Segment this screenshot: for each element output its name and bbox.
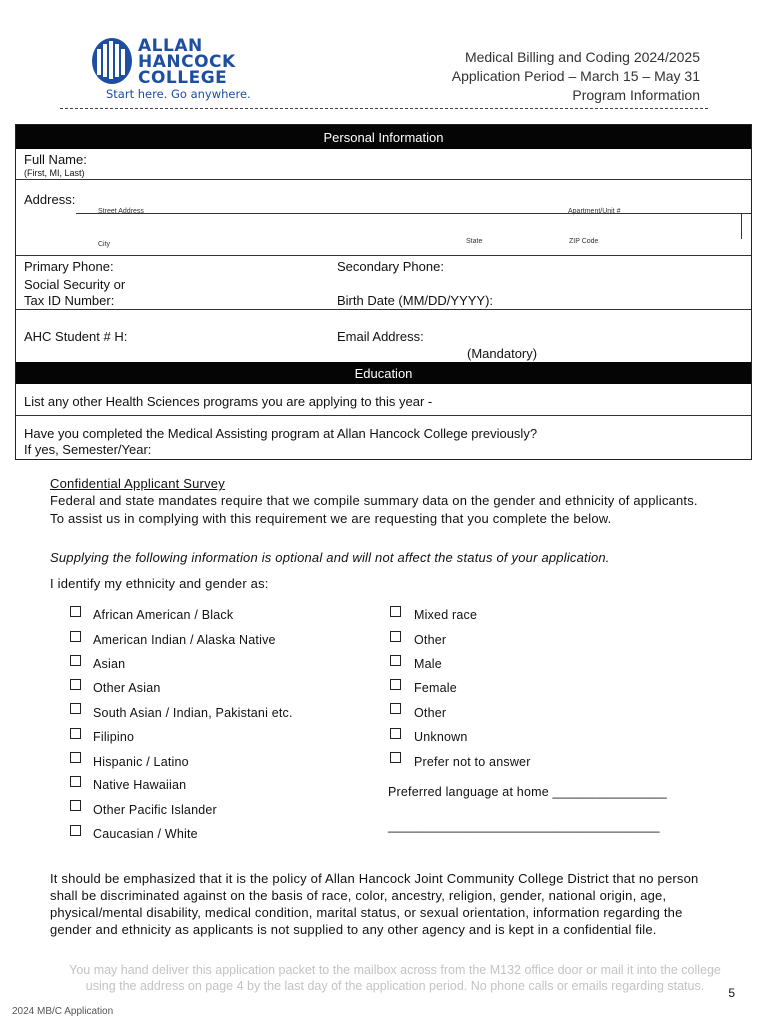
optional-note: Supplying the following information is optional and will not affect the status of your application. (50, 550, 610, 565)
email-mandatory-note: (Mandatory) (467, 346, 538, 361)
ma-completed-question: Have you completed the Medical Assisting program at Allan Hancock College previously? (24, 426, 538, 441)
header-divider (60, 108, 708, 109)
option-label: American Indian / Alaska Native (93, 633, 276, 647)
checkbox-native-hawaiian[interactable] (70, 776, 81, 787)
checkbox-mixed-race[interactable] (390, 606, 401, 617)
row-divider (16, 179, 751, 180)
college-emblem-icon (90, 36, 136, 86)
checkbox-female[interactable] (390, 679, 401, 690)
address-line (76, 213, 751, 214)
option-label: African American / Black (93, 608, 234, 622)
row-divider (16, 415, 751, 416)
street-address-field[interactable] (98, 187, 741, 207)
primary-phone-field[interactable] (116, 257, 326, 273)
zip-label: ZIP Code (569, 238, 599, 245)
checkbox-caucasian[interactable] (70, 825, 81, 836)
education-bar: Education (16, 362, 751, 384)
nondiscrimination-policy (50, 870, 698, 938)
checkbox-other-asian[interactable] (70, 679, 81, 690)
primary-phone-label: Primary Phone: (24, 259, 114, 274)
full-name-label: Full Name: (24, 152, 87, 167)
full-name-hint: (First, MI, Last) (24, 168, 85, 178)
checkbox-filipino[interactable] (70, 728, 81, 739)
address-label: Address: (24, 192, 76, 207)
student-id-label: AHC Student # H: (24, 329, 128, 344)
ssn-label-line1: Social Security or (24, 277, 126, 292)
application-form (15, 124, 752, 460)
delivery-line: using the address on page 4 by the last day of the application period. No phone calls or emails regarding status. (85, 979, 705, 993)
apartment-label: Apartment/Unit # (568, 208, 621, 215)
checkbox-other-ethnicity[interactable] (390, 631, 401, 642)
secondary-phone-label: Secondary Phone: (337, 259, 444, 274)
option-label: Caucasian / White (93, 827, 198, 841)
street-label: Street Address (98, 208, 144, 215)
logo-name-line3: COLLEGE (138, 68, 228, 88)
program-header (452, 48, 700, 105)
email-field[interactable] (436, 325, 741, 345)
program-subtitle: Program Information (572, 87, 700, 103)
logo-name-line2: HANCOCK (138, 52, 236, 72)
city-state-zip-field[interactable] (98, 217, 741, 237)
program-title: Medical Billing and Coding 2024/2025 (464, 49, 700, 65)
checkbox-hispanic[interactable] (70, 752, 81, 763)
other-programs-label: List any other Health Sciences programs you are applying to this year - (24, 394, 433, 409)
delivery-instructions (40, 962, 750, 994)
policy-line: physical/mental disability, medical condition, marital status, or sexual orientation, information regarding the (50, 905, 683, 920)
checkbox-asian[interactable] (70, 655, 81, 666)
personal-info-bar: Personal Information (16, 125, 751, 149)
state-label: State (466, 238, 483, 245)
birth-date-label: Birth Date (MM/DD/YYYY): (337, 293, 494, 308)
checkbox-american-indian[interactable] (70, 631, 81, 642)
option-label: Male (414, 657, 442, 671)
checkbox-south-asian[interactable] (70, 703, 81, 714)
policy-line: It should be emphasized that it is the policy of Allan Hancock Joint Community College District that no person (50, 871, 699, 886)
birth-date-field[interactable] (496, 289, 741, 307)
page-number: 5 (728, 986, 735, 1000)
semester-label: If yes, Semester/Year: (24, 442, 152, 457)
ssn-label-line2: Tax ID Number: (24, 293, 115, 308)
logo-name-line1: ALLAN (138, 36, 203, 56)
option-label: Other (414, 633, 447, 647)
option-label: Asian (93, 657, 126, 671)
option-label: Prefer not to answer (414, 755, 531, 769)
semester-field[interactable] (166, 439, 741, 457)
other-programs-field[interactable] (436, 389, 741, 409)
logo-tagline: Start here. Go anywhere. (106, 87, 251, 101)
option-label: Female (414, 681, 457, 695)
policy-line: shall be discriminated against on the basis of race, color, ancestry, religion, gender, national origin, age, (50, 888, 667, 903)
secondary-phone-field[interactable] (456, 257, 741, 273)
document-id: 2024 MB/C Application (12, 1006, 114, 1017)
delivery-line: You may hand deliver this application packet to the mailbox across from the M132 office door or mail it into the college (69, 963, 721, 977)
option-label: Unknown (414, 730, 468, 744)
college-logo (90, 36, 260, 102)
option-label: South Asian / Indian, Pakistani etc. (93, 706, 293, 720)
checkbox-male[interactable] (390, 655, 401, 666)
option-label: Other Pacific Islander (93, 803, 217, 817)
row-divider (16, 255, 751, 256)
email-label: Email Address: (337, 329, 424, 344)
checkbox-prefer-not-to-answer[interactable] (390, 752, 401, 763)
row-divider (16, 309, 751, 310)
survey-intro-line1: Federal and state mandates require that we compile summary data on the gender and ethnicity of applicants. (50, 493, 698, 508)
option-label: Mixed race (414, 608, 478, 622)
option-label: Native Hawaiian (93, 778, 187, 792)
policy-line: gender and ethnicity as applicants is not supplied to any other agency and is kept in a confidential file. (50, 922, 657, 937)
application-period: Application Period – March 15 – May 31 (451, 68, 700, 84)
option-label: Hispanic / Latino (93, 755, 189, 769)
checkbox-african-american[interactable] (70, 606, 81, 617)
checkbox-pacific-islander[interactable] (70, 800, 81, 811)
full-name-field[interactable] (126, 151, 741, 179)
city-label: City (98, 241, 111, 248)
ssn-field[interactable] (116, 289, 326, 307)
address-side-line (741, 213, 742, 239)
checkbox-other-gender[interactable] (390, 703, 401, 714)
additional-blank-line[interactable]: ______________________________________ (388, 819, 660, 833)
identify-prompt: I identify my ethnicity and gender as: (50, 576, 269, 591)
option-label: Other (414, 706, 447, 720)
student-id-field[interactable] (136, 325, 326, 345)
survey-intro-line2: To assist us in complying with this requirement we are requesting that you complete the below. (50, 511, 612, 526)
option-label: Other Asian (93, 681, 161, 695)
checkbox-unknown[interactable] (390, 728, 401, 739)
option-label: Filipino (93, 730, 135, 744)
survey-title: Confidential Applicant Survey (50, 476, 225, 491)
preferred-language-field[interactable]: Preferred language at home ________________ (388, 785, 667, 799)
